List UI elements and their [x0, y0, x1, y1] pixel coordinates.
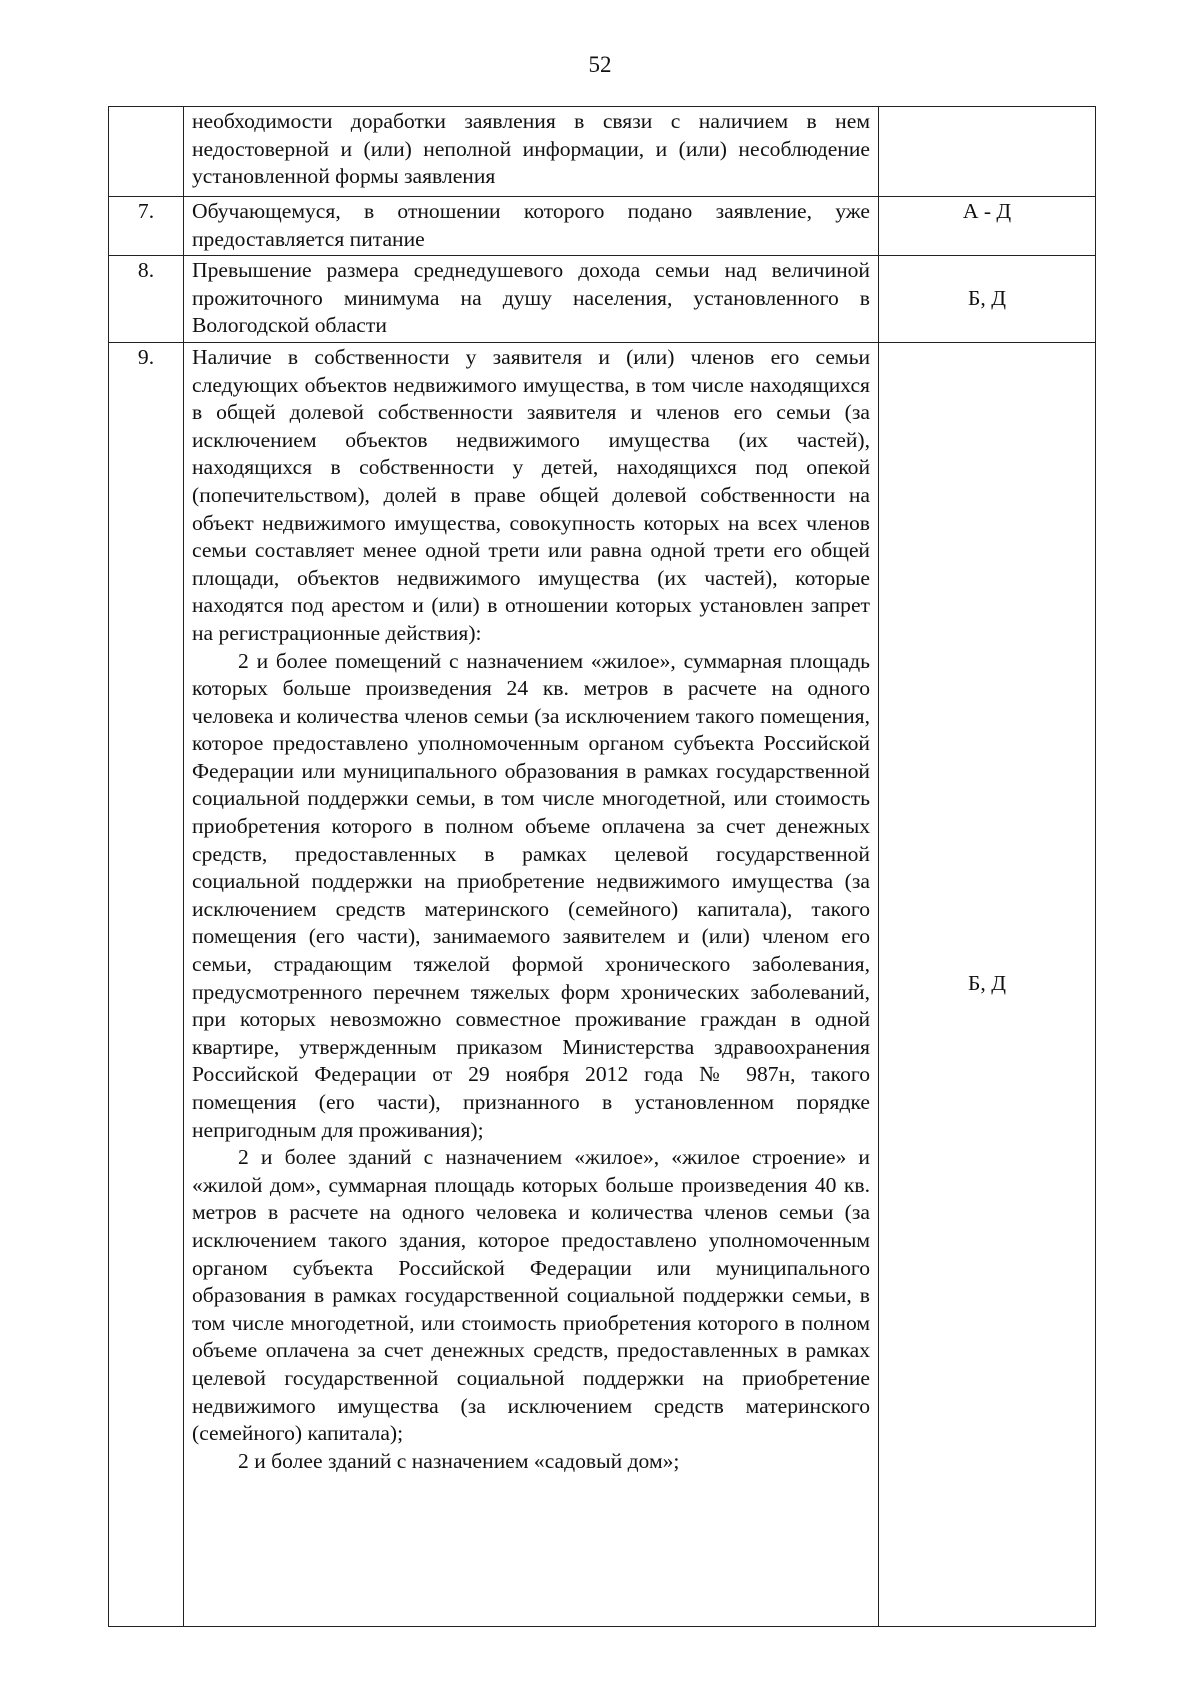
grounds-table	[108, 106, 1096, 1627]
row-number: 9.	[109, 342, 184, 1626]
row-number	[109, 107, 184, 197]
row-number: 7.	[109, 197, 184, 256]
row-code: Б, Д	[879, 342, 1096, 1626]
table-row	[109, 197, 1096, 256]
row-text-paragraph: Превышение размера среднедушевого дохода семьи над величиной прожиточного минимума на душу населения, установленного в Вологодской области	[192, 258, 870, 338]
row-text-paragraph: необходимости доработки заявления в связи с наличием в нем недостоверной и (или) неполной информации, и (или) несоблюдение установленной формы заявления	[192, 109, 870, 189]
row-text-paragraph: 2 и более зданий с назначением «жилое», «жилое строение» и «жилой дом», суммарная площадь которых больше произведения 40 кв. метров в расчете на одного человека и количества членов семьи (за исключением такого здания, которое предоставлено уполномоченным органом субъекта Российской Федерации или муниципального образования в рамках государственной социальной поддержки семьи, в том числе многодетной, или стоимость приобретения которого в полном объеме оплачена за счет денежных средств, предоставленных в рамках целевой государственной социальной поддержки на приобретение недвижимого имущества (за исключением средств материнского (семейного) капитала);	[192, 1145, 870, 1446]
row-text-paragraph: 2 и более зданий с назначением «садовый дом»;	[238, 1448, 680, 1473]
table-row	[109, 107, 1096, 197]
table-row	[109, 256, 1096, 343]
row-text-paragraph: 2 и более помещений с назначением «жилое», суммарная площадь которых больше произведения 24 кв. метров в расчете на одного человека и количества членов семьи (за исключением такого помещения, которое предоставлено уполномоченным органом субъекта Российской Федерации или муниципального образования в рамках государственной социальной поддержки семьи, в том числе многодетной, или стоимость приобретения которого в полном объеме оплачена за счет денежных средств, предоставленных в рамках целевой государственной социальной поддержки на приобретение недвижимого имущества (за исключением средств материнского (семейного) капитала), такого помещения (его части), занимаемого заявителем и (или) членом его семьи, страдающим тяжелой формой хронического заболевания, предусмотренного перечнем тяжелых форм хронических заболеваний, при которых невозможно совместное проживание граждан в одной квартире, утвержденным приказом Министерства здравоохранения Российской Федерации от 29 ноября 2012 года № 987н, такого помещения (его части), признанного в установленном порядке непригодным для проживания);	[192, 648, 870, 1142]
row-text	[184, 197, 879, 256]
row-code: Б, Д	[879, 256, 1096, 343]
row-text-paragraph: Наличие в собственности у заявителя и (или) членов его семьи следующих объектов недвижимого имущества, в том числе находящихся в общей долевой собственности заявителя и членов его семьи (за исключением объектов недвижимого имущества (их частей), находящихся в собственности у детей, находящихся под опекой (попечительством), долей в праве общей долевой собственности на объект недвижимого имущества, совокупность которых на всех членов семьи составляет менее одной трети или равна одной трети его общей площади, объектов недвижимого имущества (их частей), которые находятся под арестом и (или) в отношении которых установлен запрет на регистрационные действия):	[192, 344, 870, 645]
row-code	[879, 107, 1096, 197]
row-text	[184, 256, 879, 343]
table-row	[109, 342, 1096, 1626]
row-text	[184, 107, 879, 197]
row-number: 8.	[109, 256, 184, 343]
row-code: А - Д	[879, 197, 1096, 256]
row-text	[184, 342, 879, 1626]
page-number: 52	[588, 52, 612, 77]
row-text-paragraph: Обучающемуся, в отношении которого подано заявление, уже предоставляется питание	[192, 199, 870, 251]
